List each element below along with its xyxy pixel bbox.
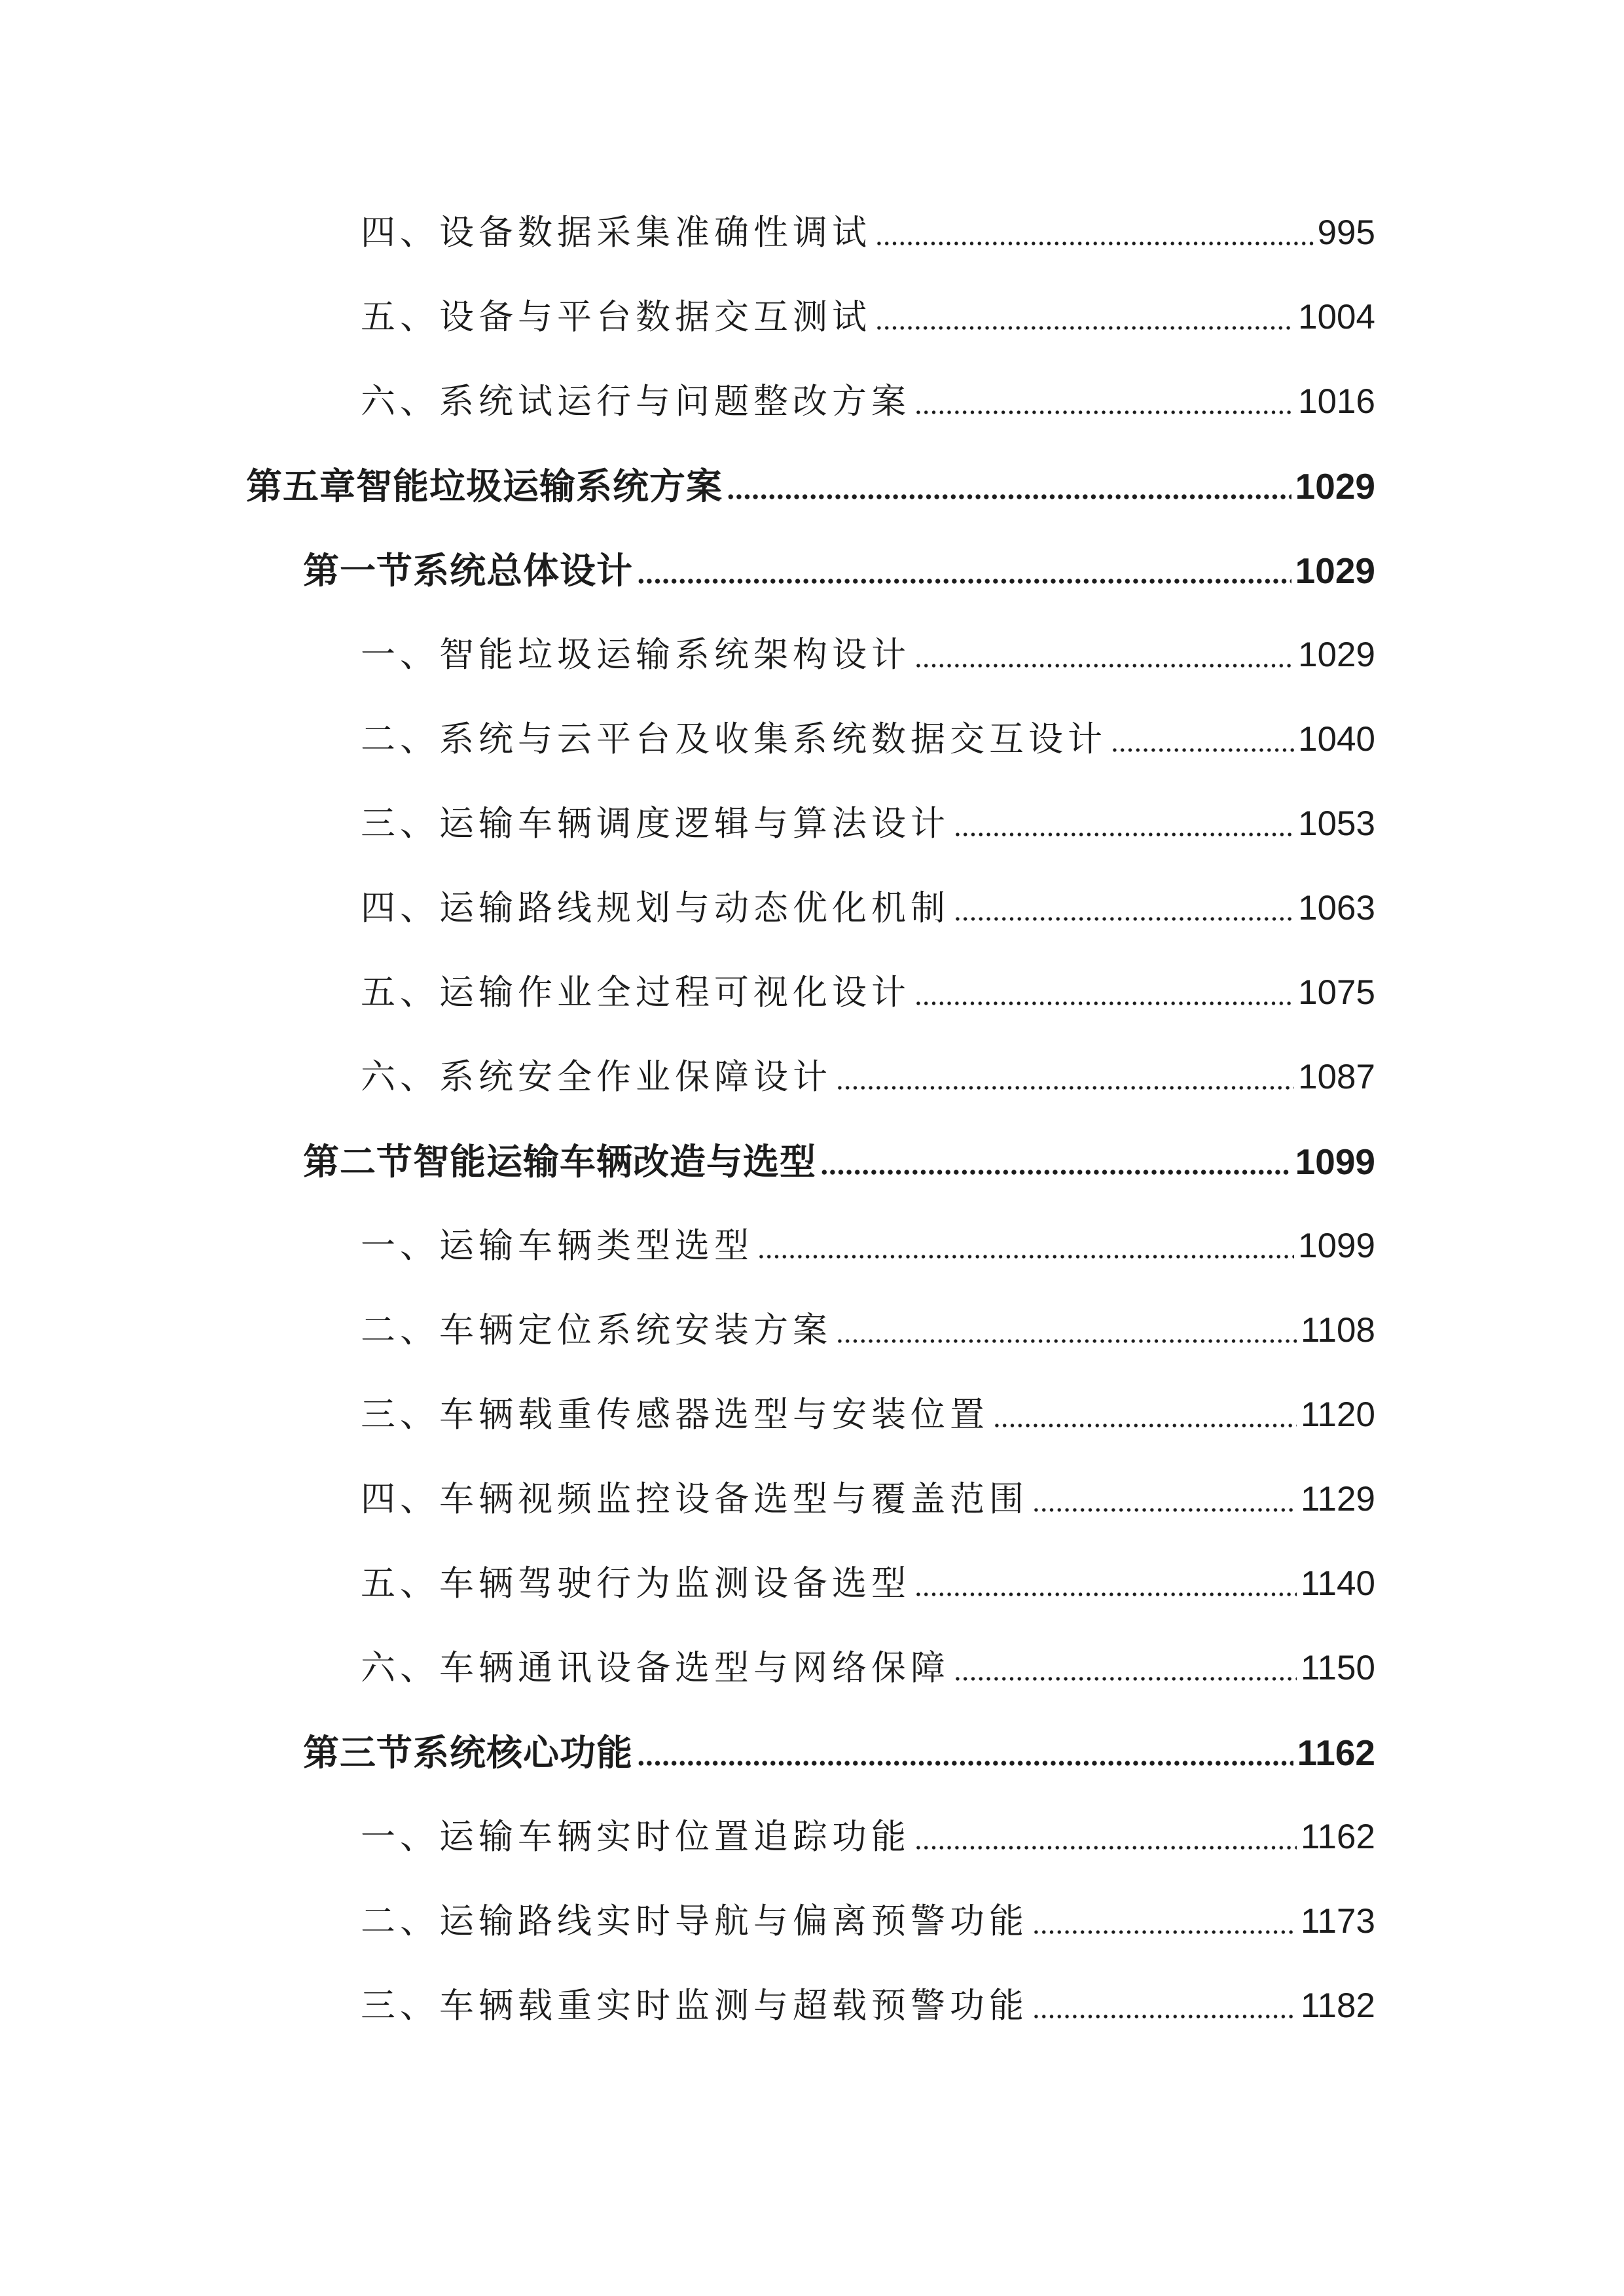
toc-section-entry[interactable]: [303, 1136, 1375, 1188]
toc-entry-title: 六、系统试运行与问题整改方案: [361, 382, 911, 422]
toc-dot-leader: [914, 662, 1294, 670]
toc-entry-title: 三、车辆载重传感器选型与安装位置: [361, 1395, 989, 1435]
toc-dot-leader: [954, 831, 1294, 838]
toc-entry-title: 一、运输车辆实时位置追踪功能: [361, 1817, 911, 1857]
toc-entry[interactable]: [361, 629, 1375, 681]
toc-entry[interactable]: [361, 1220, 1375, 1272]
toc-dot-leader: [836, 1084, 1294, 1092]
toc-dot-leader: [914, 999, 1294, 1007]
toc-entry[interactable]: [361, 291, 1375, 344]
toc-section-entry[interactable]: [303, 1727, 1375, 1779]
toc-page-number: 1063: [1298, 889, 1375, 927]
toc-entry[interactable]: [361, 798, 1375, 850]
toc-dot-leader: [727, 493, 1291, 501]
toc-page-number: 1029: [1295, 550, 1375, 591]
toc-dot-leader: [1032, 1928, 1297, 1936]
toc-entry[interactable]: [361, 713, 1375, 766]
toc-page-number: 1140: [1301, 1564, 1375, 1603]
toc-dot-leader: [1032, 1506, 1297, 1514]
toc-entry-title: 六、车辆通讯设备选型与网络保障: [361, 1648, 950, 1688]
toc-entry[interactable]: [361, 1051, 1375, 1103]
toc-entry-title: 四、车辆视频监控设备选型与覆盖范围: [361, 1479, 1028, 1519]
toc-entry-title: 五、设备与平台数据交互测试: [361, 297, 871, 337]
toc-page-number: 1029: [1298, 636, 1375, 674]
toc-dot-leader: [914, 1844, 1297, 1852]
toc-page-number: 1075: [1298, 973, 1375, 1012]
toc-dot-leader: [757, 1253, 1294, 1261]
toc-dot-leader: [914, 1590, 1297, 1598]
toc-entry[interactable]: [361, 376, 1375, 428]
toc-page-number: 1004: [1298, 298, 1375, 336]
toc-entry[interactable]: [361, 1811, 1375, 1863]
toc-dot-leader: [1032, 2013, 1297, 2020]
toc-page-number: 1182: [1301, 1986, 1375, 2025]
toc-dot-leader: [875, 240, 1314, 247]
toc-entry[interactable]: [361, 1558, 1375, 1610]
toc-entry[interactable]: [361, 1980, 1375, 2032]
toc-entry-title: 第五章智能垃圾运输系统方案: [246, 465, 723, 507]
toc-entry-title: 三、车辆载重实时监测与超载预警功能: [361, 1986, 1028, 2026]
toc-entry[interactable]: [361, 1473, 1375, 1526]
toc-entry[interactable]: [361, 1642, 1375, 1695]
toc-page-number: 1029: [1295, 466, 1375, 507]
toc-dot-leader: [993, 1422, 1297, 1429]
toc-page-number: 1053: [1298, 804, 1375, 843]
toc-dot-leader: [820, 1168, 1291, 1176]
toc-chapter-entry[interactable]: [246, 460, 1375, 512]
toc-page-number: 1173: [1301, 1902, 1375, 1941]
toc-entry-title: 四、设备数据采集准确性调试: [361, 213, 871, 253]
toc-entry-title: 第一节系统总体设计: [303, 550, 634, 592]
toc-page-number: 1099: [1295, 1141, 1375, 1182]
toc-entry-title: 一、智能垃圾运输系统架构设计: [361, 635, 911, 675]
toc-entry[interactable]: [361, 1895, 1375, 1948]
toc-dot-leader: [637, 577, 1291, 585]
toc-page-number: 1129: [1301, 1480, 1375, 1518]
toc-page-number: 1150: [1301, 1649, 1375, 1687]
toc-entry-title: 五、运输作业全过程可视化设计: [361, 973, 911, 1013]
toc-page-number: 1087: [1298, 1058, 1375, 1096]
toc-dot-leader: [914, 408, 1294, 416]
toc-page-number: 1099: [1298, 1227, 1375, 1265]
toc-entry-title: 三、运输车辆调度逻辑与算法设计: [361, 804, 950, 844]
toc-entry[interactable]: [361, 882, 1375, 935]
toc-entry[interactable]: [361, 1304, 1375, 1357]
toc-entry-title: 二、系统与云平台及收集系统数据交互设计: [361, 719, 1107, 759]
toc-entry-title: 四、运输路线规划与动态优化机制: [361, 888, 950, 928]
toc-entry-title: 二、车辆定位系统安装方案: [361, 1310, 832, 1350]
toc-page-number: 1016: [1298, 382, 1375, 421]
toc-entry-title: 六、系统安全作业保障设计: [361, 1057, 832, 1097]
toc-dot-leader: [954, 915, 1294, 923]
toc-page-number: 1120: [1301, 1395, 1375, 1434]
toc-dot-leader: [836, 1337, 1297, 1345]
toc-entry-title: 第三节系统核心功能: [303, 1732, 634, 1774]
toc-dot-leader: [637, 1759, 1293, 1767]
toc-dot-leader: [1111, 746, 1294, 754]
toc-entry-title: 一、运输车辆类型选型: [361, 1226, 753, 1266]
toc-page-number: 1108: [1301, 1311, 1375, 1350]
toc-page-number: 995: [1317, 213, 1375, 252]
toc-entry-title: 二、运输路线实时导航与偏离预警功能: [361, 1901, 1028, 1941]
toc-entry[interactable]: [361, 1389, 1375, 1441]
toc-entry-title: 第二节智能运输车辆改造与选型: [303, 1141, 817, 1183]
toc-page-number: 1162: [1301, 1818, 1375, 1856]
toc-entry-title: 五、车辆驾驶行为监测设备选型: [361, 1564, 911, 1604]
toc-page-number: 1162: [1297, 1732, 1375, 1773]
toc-section-entry[interactable]: [303, 545, 1375, 597]
toc-entry[interactable]: [361, 967, 1375, 1019]
toc-page-number: 1040: [1298, 720, 1375, 759]
toc-dot-leader: [875, 324, 1294, 332]
toc-entry[interactable]: [361, 207, 1375, 259]
toc-dot-leader: [954, 1675, 1297, 1683]
